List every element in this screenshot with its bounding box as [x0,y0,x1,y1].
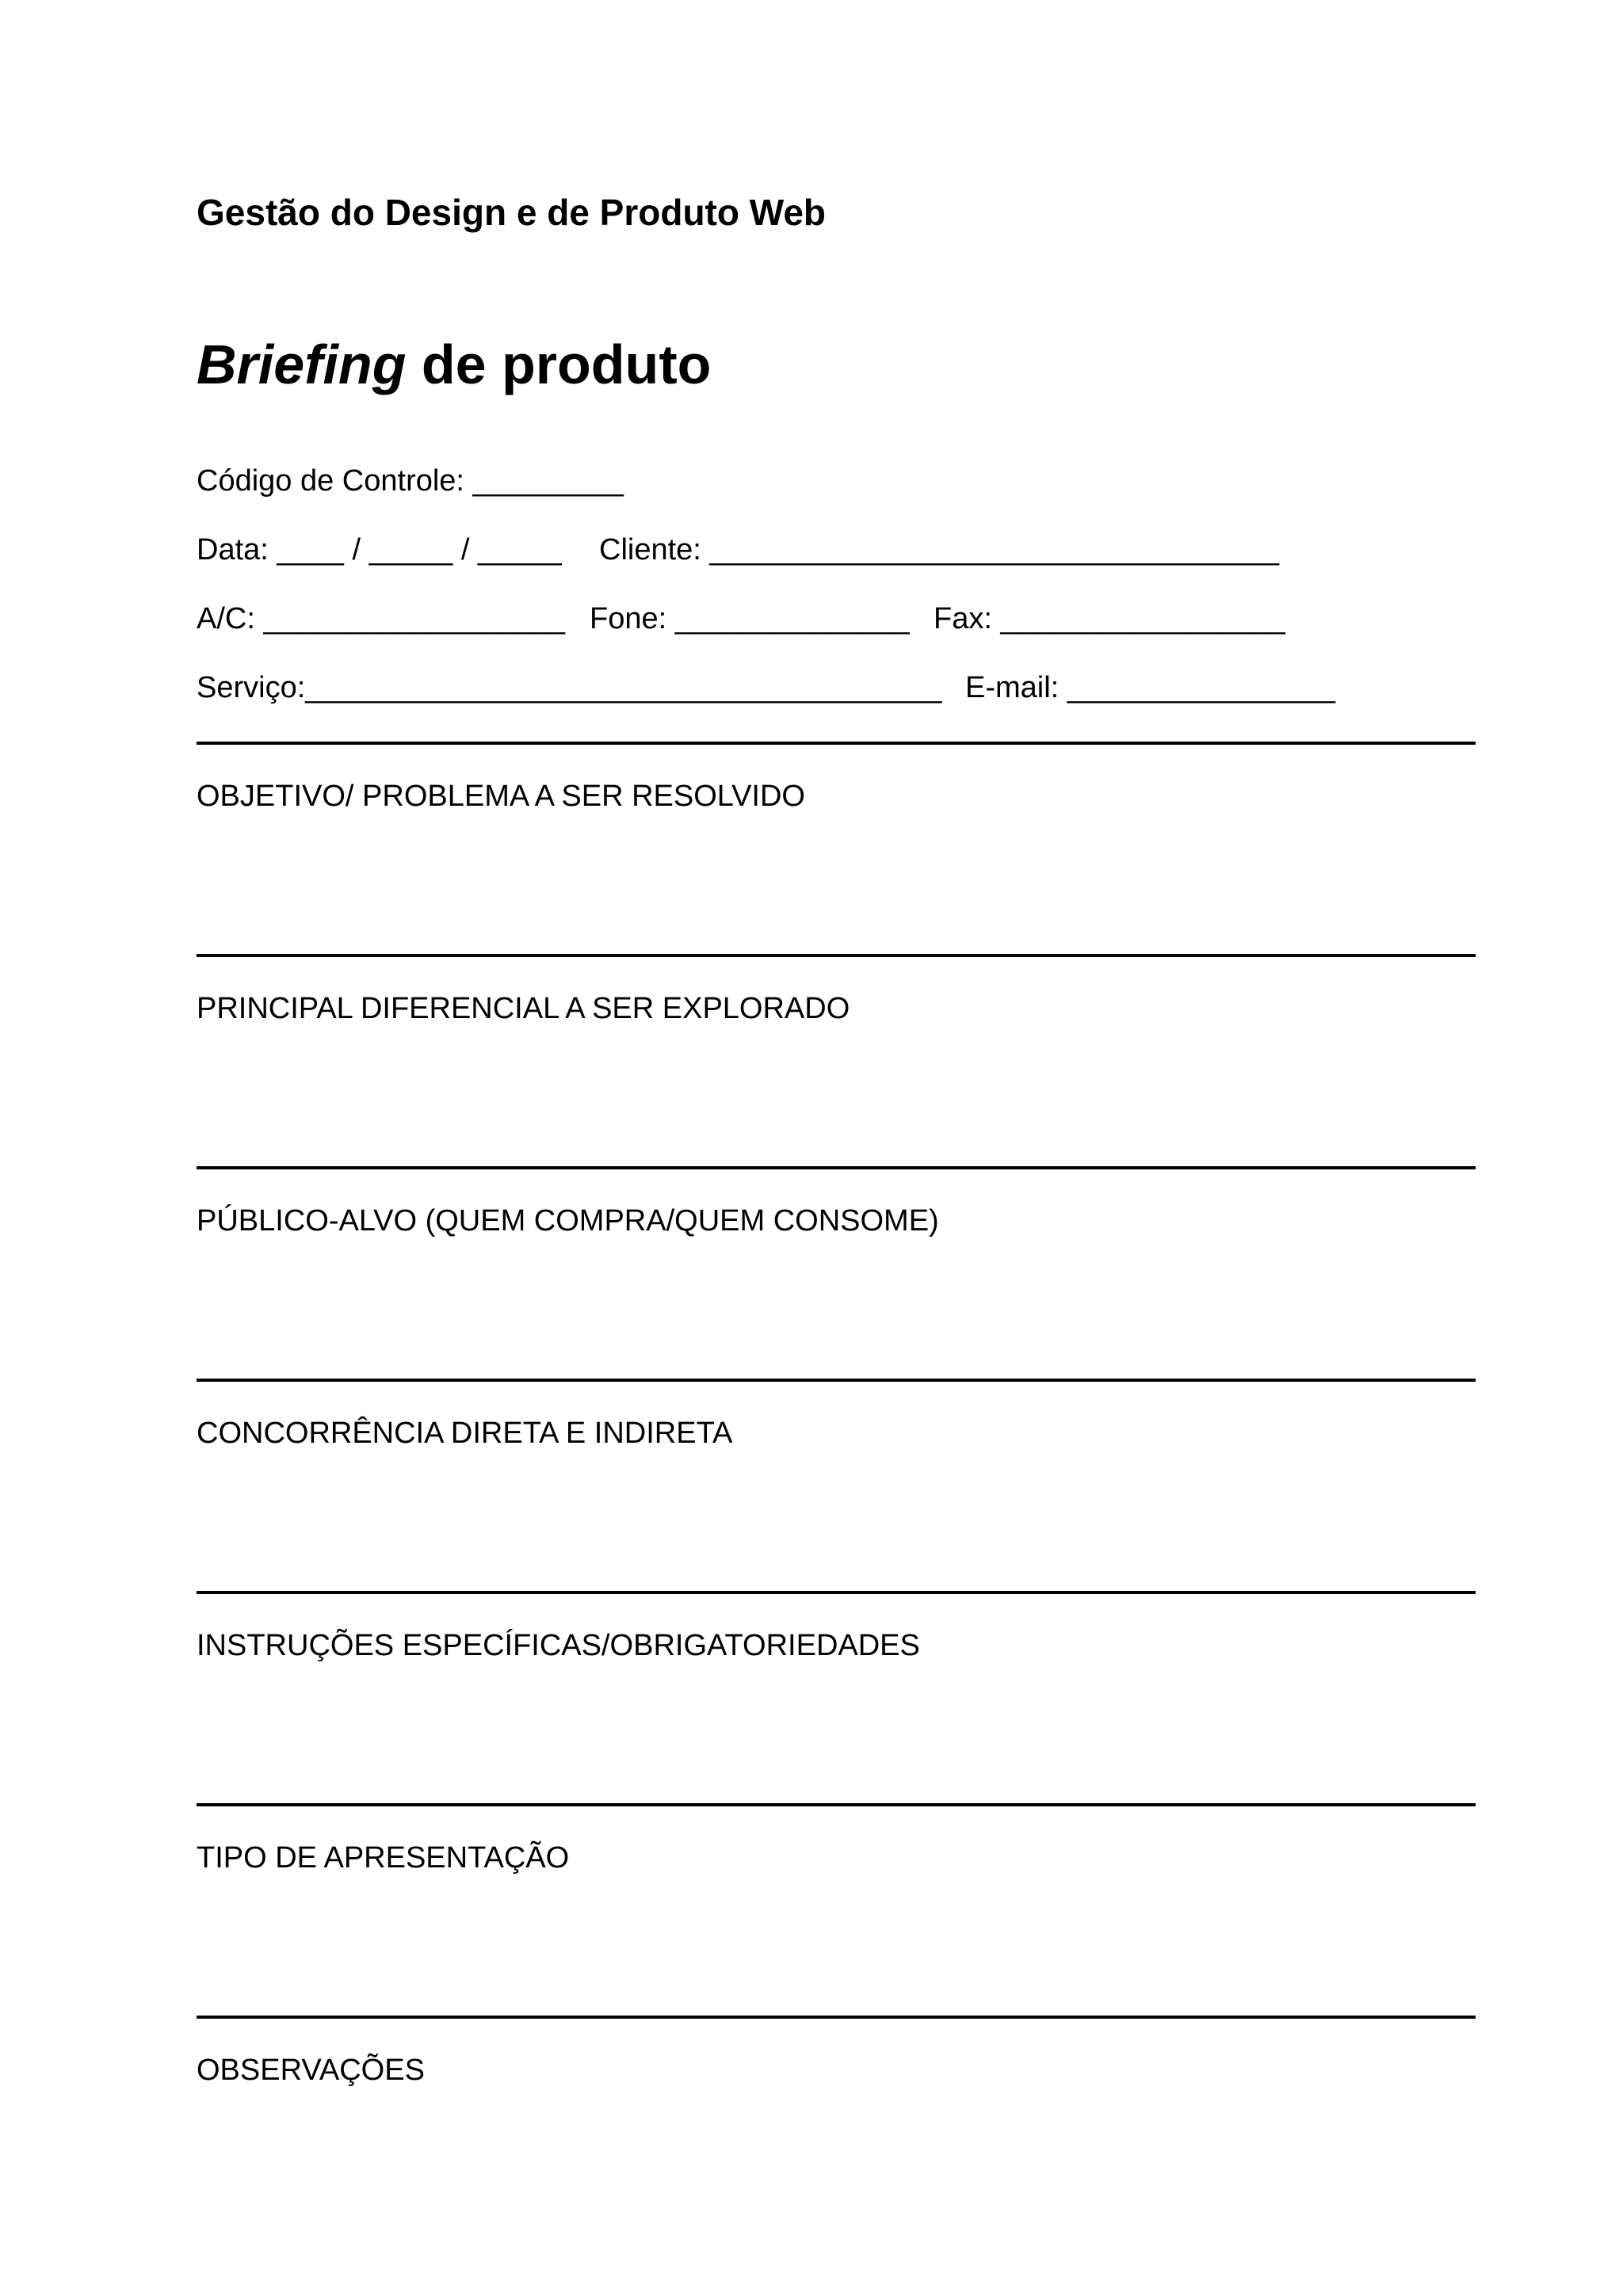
section-apresentacao-label: TIPO DE APRESENTAÇÃO [197,1841,570,1875]
codigo-controle-field[interactable]: Código de Controle: _________ [197,464,624,498]
email-field[interactable]: E-mail: ________________ [965,671,1335,704]
section-publico-alvo-label: PÚBLICO-ALVO (QUEM COMPRA/QUEM CONSOME) [197,1204,939,1238]
section-instrucoes-label: INSTRUÇÕES ESPECÍFICAS/OBRIGATORIEDADES [197,1629,920,1662]
data-field[interactable]: Data: ____ / _____ / _____ [197,533,562,566]
document-title-italic: Briefing [197,334,407,395]
document-title-rest: de produto [406,334,712,395]
section-diferencial-label: PRINCIPAL DIFERENCIAL A SER EXPLORADO [197,992,850,1025]
cliente-field[interactable]: Cliente: __________________________________ [599,533,1279,566]
document-title [197,334,712,395]
section-divider [197,742,1476,745]
section-divider [197,954,1476,957]
section-objetivo-label: OBJETIVO/ PROBLEMA A SER RESOLVIDO [197,780,805,813]
section-divider [197,1166,1476,1169]
ac-field[interactable]: A/C: __________________ [197,602,565,635]
fone-field[interactable]: Fone: ______________ [590,602,910,635]
section-divider [197,1803,1476,1806]
section-divider [197,1591,1476,1594]
servico-field[interactable]: Serviço:______________________________________ [197,671,942,704]
section-divider [197,1379,1476,1382]
course-title: Gestão do Design e de Produto Web [197,192,827,233]
fax-field[interactable]: Fax: _________________ [934,602,1285,635]
section-observacoes-label: OBSERVAÇÕES [197,2054,425,2087]
section-concorrencia-label: CONCORRÊNCIA DIRETA E INDIRETA [197,1417,733,1450]
section-divider [197,2016,1476,2019]
